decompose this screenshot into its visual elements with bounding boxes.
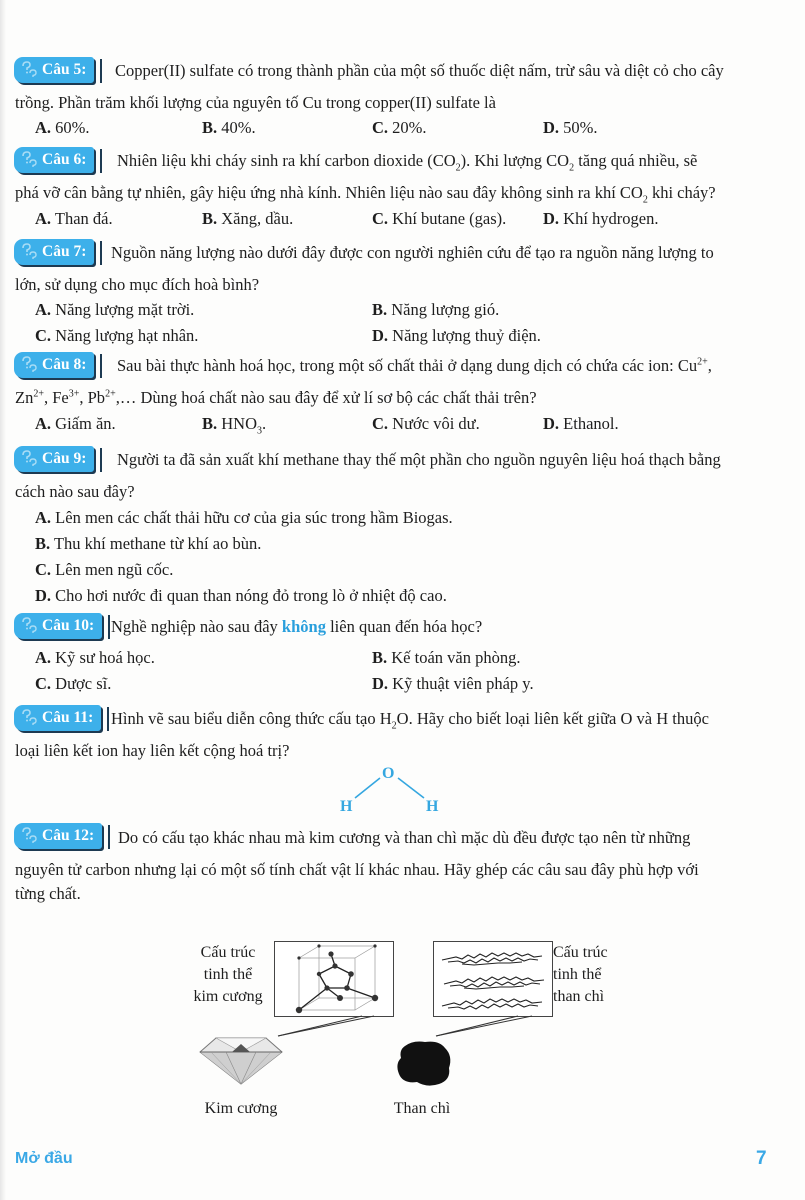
option-key: B.: [202, 118, 218, 137]
emphasis-keyword: không: [281, 617, 326, 636]
badge-divider: [107, 707, 109, 731]
question-badge: [14, 57, 94, 83]
badge-divider: [100, 448, 102, 472]
option-key: D.: [35, 586, 52, 605]
option-key: A.: [35, 209, 52, 228]
option-key: C.: [372, 414, 389, 433]
option-text: 60%.: [55, 118, 90, 137]
question-number: Câu 5:: [42, 61, 87, 78]
option-text: 50%.: [563, 118, 598, 137]
option-text: Kỹ thuật viên pháp y.: [392, 674, 534, 693]
option-c: [35, 326, 198, 346]
option-key: D.: [543, 414, 560, 433]
option-text: Thu khí methane từ khí ao bùn.: [53, 534, 262, 553]
option-c: [35, 674, 111, 694]
question-text-line1: Copper(II) sulfate có trong thành phần của một số thuốc diệt nấm, trừ sâu và diệt cỏ cho cây: [115, 61, 724, 80]
question-text-line1: Nguồn năng lượng nào dưới đây được con người nghiên cứu để tạo ra nguồn năng lượng to: [111, 243, 714, 262]
question-marks-icon: [19, 616, 39, 636]
badge-divider: [108, 825, 110, 849]
question-badge: [14, 239, 94, 265]
option-text: HNO: [221, 414, 258, 433]
option-text: 40%.: [221, 118, 256, 137]
question-text-line1: Do có cấu tạo khác nhau mà kim cương và than chì mặc dù đều được tạo nên từ những: [118, 828, 691, 847]
option-b: [372, 300, 499, 320]
option-key: A.: [35, 648, 52, 667]
question-text-line2: cách nào sau đây?: [15, 482, 135, 501]
option-key: B.: [372, 648, 388, 667]
option-c: [372, 414, 480, 434]
option-text: Cho hơi nước đi quan than nóng đỏ trong lò ở nhiệt độ cao.: [55, 586, 447, 605]
question-number: Câu 11:: [42, 709, 94, 726]
option-text: Ethanol.: [563, 414, 619, 433]
question-marks-icon: [19, 826, 39, 846]
option-b: [35, 534, 261, 554]
atom-hydrogen-right: H: [426, 798, 439, 815]
option-c: [372, 209, 506, 229]
option-key: C.: [35, 674, 52, 693]
option-key: A.: [35, 508, 52, 527]
option-d: [543, 209, 659, 229]
question-badge: [14, 352, 94, 378]
option-b: B. $HNO_3$.: [202, 414, 267, 437]
option-d: [372, 674, 534, 694]
diamond-lattice-image: [274, 941, 394, 1017]
badge-divider: [100, 149, 102, 173]
option-text: Than đá.: [54, 209, 113, 228]
graphite-caption: Than chì: [393, 1100, 451, 1117]
question-text-line1: Sau bài thực hành hoá học, trong một số chất thải ở dạng dung dịch có chứa các ion: $Cu^{2+}$,: [117, 356, 712, 375]
option-c: [372, 118, 427, 138]
page-edge-shadow: [0, 0, 6, 1200]
badge-divider: [100, 354, 102, 378]
question-marks-icon: [19, 355, 39, 375]
question-marks-icon: [19, 242, 39, 262]
option-a: [35, 414, 116, 434]
option-text: Xăng, dầu.: [221, 209, 294, 228]
option-d: [372, 326, 541, 346]
option-text: Năng lượng hạt nhân.: [55, 326, 199, 345]
option-c: [35, 560, 173, 580]
option-key: B.: [372, 300, 388, 319]
atom-hydrogen-left: H: [340, 798, 353, 815]
footer-section-title: Mở đầu: [15, 1150, 73, 1167]
question-badge: [14, 823, 102, 849]
question-marks-icon: [19, 708, 39, 728]
option-text: Kỹ sư hoá học.: [55, 648, 155, 667]
water-molecule-diagram: [330, 762, 450, 822]
question-number: Câu 7:: [42, 243, 87, 260]
graphite-layers-icon: [434, 942, 552, 1016]
option-key: C.: [372, 118, 389, 137]
option-text: Lên men các chất thải hữu cơ của gia súc trong hầm Biogas.: [55, 508, 453, 527]
option-text: Lên men ngũ cốc.: [55, 560, 174, 579]
question-marks-icon: [19, 449, 39, 469]
option-key: A.: [35, 300, 52, 319]
option-a: [35, 209, 113, 229]
diamond-lattice-icon: [275, 942, 393, 1016]
option-key: D.: [543, 118, 560, 137]
question-number: Câu 8:: [42, 356, 87, 373]
callout-lines: [270, 1010, 570, 1040]
option-d: [35, 586, 447, 606]
question-number: Câu 6:: [42, 151, 87, 168]
option-a: [35, 648, 155, 668]
question-text-line2: phá vỡ cân bằng tự nhiên, gây hiệu ứng nhà kính. Nhiên liệu nào sau đây không sinh ra khí $CO_2$ khi cháy?: [15, 183, 716, 206]
question-text-line1: Hình vẽ sau biểu diễn công thức cấu tạo $H_2O$. Hãy cho biết loại liên kết giữa O và H thuộc: [111, 709, 709, 732]
option-text: Khí butane (gas).: [392, 209, 507, 228]
option-a: [35, 300, 194, 320]
option-key: D.: [372, 326, 389, 345]
question-text-line2: lớn, sử dụng cho mục đích hoà bình?: [15, 275, 260, 294]
question-badge: [14, 147, 94, 173]
option-key: D.: [372, 674, 389, 693]
option-text: Dược sĩ.: [55, 674, 112, 693]
option-key: C.: [35, 326, 52, 345]
question-text-line2: nguyên tử carbon nhưng lại có một số tính chất vật lí khác nhau. Hãy ghép các câu sau đây phù hợp với: [15, 860, 699, 879]
question-badge: [14, 705, 101, 731]
question-text-line1: Nhiên liệu khi cháy sinh ra khí carbon dioxide $(CO_2)$. Khi lượng $CO_2$ tăng quá nhiều, sẽ: [117, 151, 698, 174]
graphite-structure-label: Cấu trúc tinh thể than chì: [553, 944, 608, 1005]
question-badge: [14, 446, 94, 472]
badge-divider: [100, 59, 102, 83]
question-marks-icon: [19, 150, 39, 170]
option-key: B.: [202, 209, 218, 228]
graphite-lump-image: [395, 1038, 455, 1088]
option-text: Khí hydrogen.: [563, 209, 659, 228]
option-key: A.: [35, 414, 52, 433]
page-number: 7: [756, 1148, 767, 1169]
option-text: Năng lượng thuỷ điện.: [392, 326, 541, 345]
option-d: [543, 414, 619, 434]
option-d: [543, 118, 598, 138]
question-text-line2: $Zn^{2+}$, $Fe^{3+}$, $Pb^{2+},\dots$ Dùng hoá chất nào sau đây để xử lí sơ bộ các chất thải trên?: [15, 388, 537, 407]
option-a: [35, 118, 90, 138]
option-key: B.: [35, 534, 51, 553]
option-key: C.: [35, 560, 52, 579]
question-marks-icon: [19, 60, 39, 80]
option-text: Nước vôi dư.: [392, 414, 480, 433]
question-number: Câu 12:: [42, 827, 95, 844]
badge-divider: [100, 241, 102, 265]
question-number: Câu 9:: [42, 450, 87, 467]
option-text: Kế toán văn phòng.: [391, 648, 521, 667]
option-text: Năng lượng mặt trời.: [55, 300, 195, 319]
question-text-line2: loại liên kết ion hay liên kết cộng hoá trị?: [15, 741, 290, 760]
option-key: D.: [543, 209, 560, 228]
option-b: [202, 118, 256, 138]
option-key: B.: [202, 414, 218, 433]
question-number: Câu 10:: [42, 617, 95, 634]
option-a: [35, 508, 453, 528]
atom-oxygen: O: [382, 765, 395, 782]
option-text: Giấm ăn.: [55, 414, 116, 433]
diamond-structure-label: Cấu trúc tinh thể kim cương: [193, 944, 263, 1005]
option-text: 20%.: [392, 118, 427, 137]
question-text-line2: trồng. Phần trăm khối lượng của nguyên tố Cu trong copper(II) sulfate là: [15, 93, 496, 112]
diamond-gem-image: [196, 1034, 286, 1086]
question-text-line3: từng chất.: [15, 884, 81, 903]
question-text-line1: Người ta đã sản xuất khí methane thay thế một phần cho nguồn nguyên liệu hoá thạch bằng: [117, 450, 721, 469]
option-text: Năng lượng gió.: [391, 300, 500, 319]
option-b: [372, 648, 521, 668]
option-b: [202, 209, 293, 229]
badge-divider: [108, 615, 110, 639]
graphite-layers-image: [433, 941, 553, 1017]
option-key: A.: [35, 118, 52, 137]
diamond-caption: Kim cương: [204, 1100, 278, 1117]
question-text-line1: Nghề nghiệp nào sau đây không liên quan đến hóa học?: [111, 617, 483, 636]
option-key: C.: [372, 209, 389, 228]
question-badge: [14, 613, 102, 639]
